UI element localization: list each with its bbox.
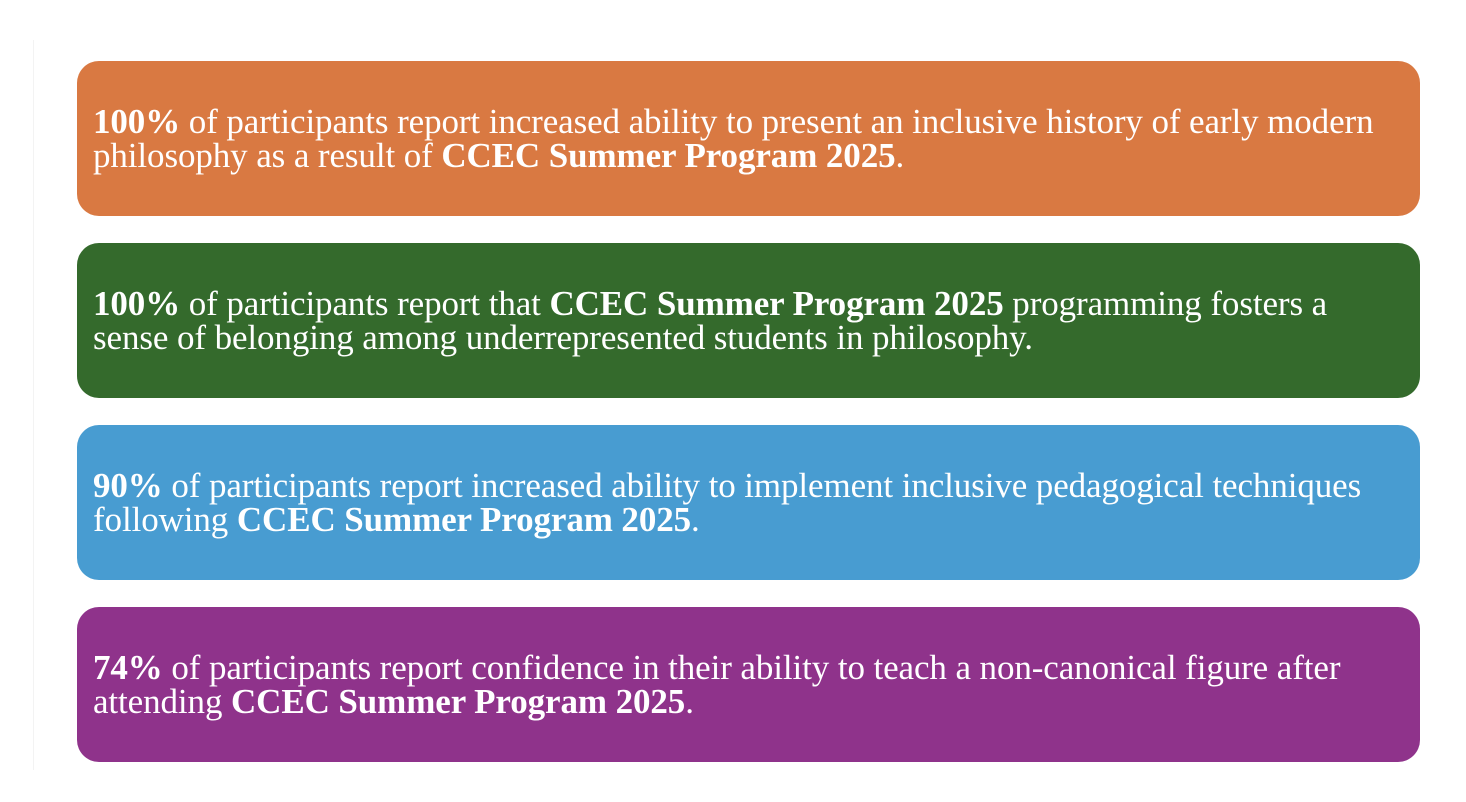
stat-percent: 100% (93, 283, 181, 323)
program-name: CCEC Summer Program 2025 (236, 499, 692, 539)
program-name: CCEC Summer Program 2025 (549, 283, 1004, 323)
stat-card-confidence (77, 607, 1420, 762)
stat-card-pedagogy (77, 425, 1420, 580)
stat-text-part: of participants report increased ability to present an inclusive history of early modern philosophy as a result of (93, 101, 1374, 175)
program-name: CCEC Summer Program 2025 (231, 681, 686, 721)
stat-statement (93, 101, 1404, 175)
program-name: CCEC Summer Program 2025 (441, 135, 896, 175)
stat-percent: 100% (93, 101, 181, 141)
stat-text-part: of participants report that (180, 283, 550, 323)
stat-text-part: programming fosters a sense of belonging among underrepresented students in philosophy. (93, 283, 1328, 357)
stat-text-part: . (685, 681, 694, 721)
stat-statement (93, 283, 1404, 357)
stat-text-part: . (895, 135, 905, 175)
stat-percent: 90% (93, 465, 163, 505)
stat-statement (93, 647, 1404, 721)
stat-text-part: . (691, 499, 700, 539)
stat-percent: 74% (93, 647, 163, 687)
page-edge-divider (33, 40, 34, 770)
stat-card-history (77, 61, 1420, 216)
stat-statement (93, 465, 1404, 539)
stat-card-belonging (77, 243, 1420, 398)
stat-text-part: of participants report confidence in their ability to teach a non-canonical figure after attending (93, 647, 1341, 721)
stat-text-part: of participants report increased ability to implement inclusive pedagogical techniques following (93, 465, 1362, 539)
